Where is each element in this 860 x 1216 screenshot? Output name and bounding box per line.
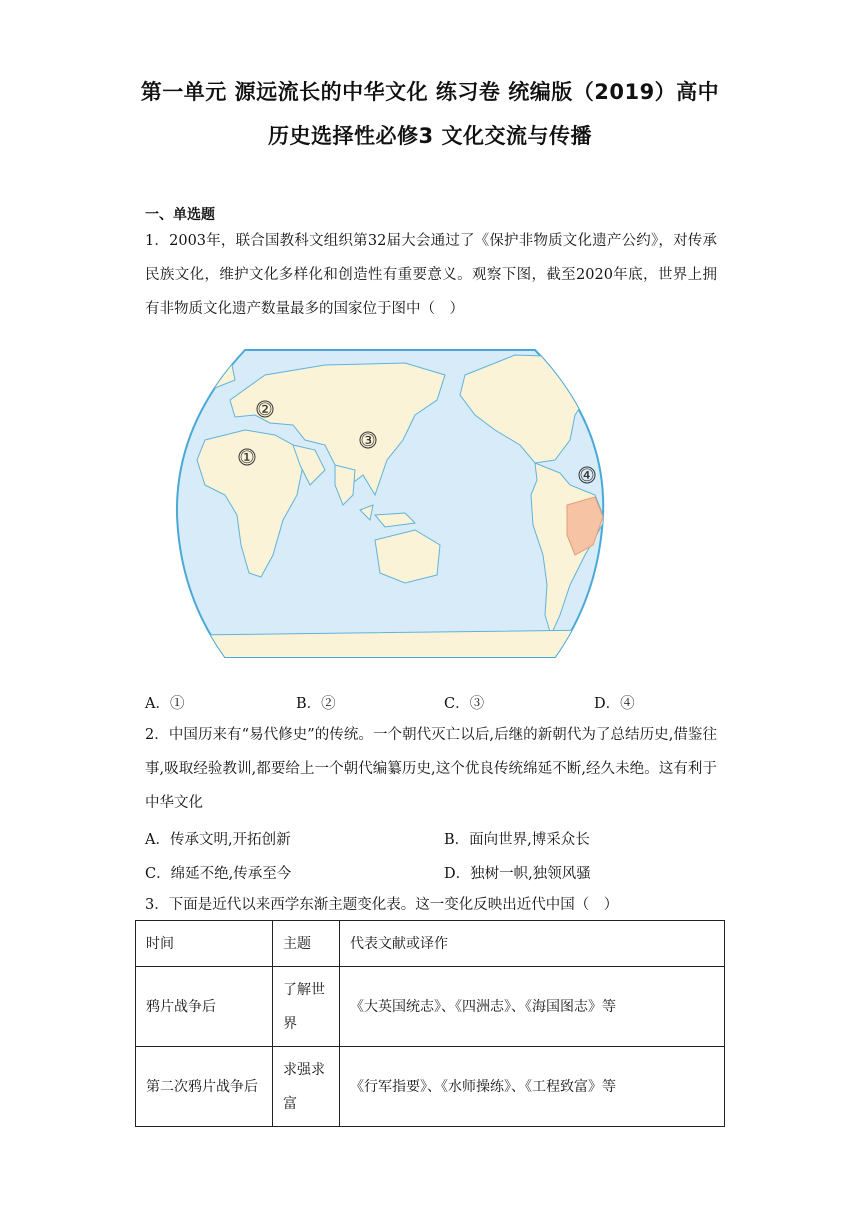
q2-option-b[interactable]: B．面向世界,博采众长 — [444, 832, 590, 848]
marker-4-label: ④ — [579, 466, 595, 486]
theme-table — [135, 920, 725, 1127]
document-title-line2: 历史选择性必修3 文化交流与传播 — [268, 124, 592, 148]
q2-option-d[interactable]: D．独树一帜,独领风骚 — [444, 866, 591, 882]
table-cell: 了解世界 — [273, 967, 340, 1047]
table-cell: 《行军指要》、《水师操练》、《工程致富》等 — [340, 1047, 725, 1127]
document-title-line1: 第一单元 源远流长的中华文化 练习卷 统编版（2019）高中 — [140, 80, 720, 104]
table-cell: 第二次鸦片战争后 — [136, 1047, 273, 1127]
q2-option-c[interactable]: C．绵延不绝,传承至今 — [145, 866, 292, 882]
table-cell: 《大英国统志》、《四洲志》、《海国图志》等 — [340, 967, 725, 1047]
table-header-cell: 主题 — [273, 921, 340, 967]
table-header-cell: 时间 — [136, 921, 273, 967]
table-row — [136, 1047, 725, 1127]
question-2-text: 2．中国历来有“易代修史”的传统。一个朝代灭亡以后,后继的新朝代为了总结历史,借鉴往事,吸取经验教训,都要给上一个朝代编纂历史,这个优良传统绵延不断,经久未绝。这有利于中华文化 — [145, 727, 717, 811]
q1-option-d[interactable]: D．④ — [594, 696, 635, 712]
question-3-text: 3．下面是近代以来西学东渐主题变化表。这一变化反映出近代中国（ ） — [145, 897, 619, 913]
world-map — [175, 345, 607, 663]
question-1-text: 1．2003年，联合国教科文组织第32届大会通过了《保护非物质文化遗产公约》，对传承民族文化，维护文化多样化和创造性有重要意义。观察下图，截至2020年底，世界上拥有非物质文化遗产数量最多的国家位于图中（ ） — [145, 233, 717, 317]
marker-1-label: ① — [239, 448, 255, 468]
q1-option-c[interactable]: C．③ — [444, 696, 485, 712]
table-row — [136, 967, 725, 1047]
section-heading: 一、单选题 — [145, 207, 215, 223]
marker-3-label: ③ — [360, 431, 376, 451]
marker-2-label: ② — [257, 400, 273, 420]
table-cell: 求强求富 — [273, 1047, 340, 1127]
q2-option-a[interactable]: A．传承文明,开拓创新 — [145, 832, 291, 848]
table-cell: 鸦片战争后 — [136, 967, 273, 1047]
q1-option-a[interactable]: A．① — [145, 696, 185, 712]
table-header-cell: 代表文献或译作 — [340, 921, 725, 967]
q1-option-b[interactable]: B．② — [296, 696, 336, 712]
table-header-row — [136, 921, 725, 967]
